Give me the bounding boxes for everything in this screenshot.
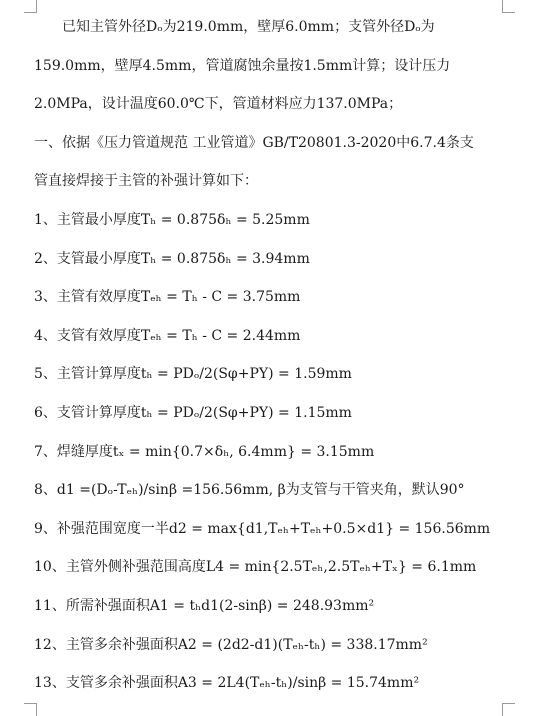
paragraph-line: 2.0MPa，设计温度60.0℃下，管道材料应力137.0MPa； xyxy=(34,96,403,113)
calc-item-1: 1、主管最小厚度Tₕ = 0.875δₕ = 5.25mm xyxy=(34,211,310,228)
calc-item-3: 3、主管有效厚度Tₑₕ = Tₕ - C = 3.75mm xyxy=(34,289,301,306)
calc-item-13: 13、支管多余补强面积A3 = 2L4(Tₑₕ-tₕ)/sinβ = 15.74mm² xyxy=(34,675,420,692)
calc-item-6: 6、支管计算厚度tₕ = PDₒ/2(Sφ+PY) = 1.15mm xyxy=(34,404,352,421)
calc-item-12: 12、主管多余补强面积A2 = (2d2-d1)(Tₑₕ-tₕ) = 338.17mm² xyxy=(34,636,428,653)
calc-item-8: 8、d1 =(Dₒ-Tₑₕ)/sinβ =156.56mm, β为支管与干管夹角，默认90° xyxy=(34,482,465,499)
calc-item-11: 11、所需补强面积A1 = tₕd1(2-sinβ) = 248.93mm² xyxy=(34,597,375,614)
calc-item-2: 2、支管最小厚度Tₕ = 0.875δₕ = 3.94mm xyxy=(34,250,310,267)
calc-item-9: 9、补强范围宽度一半d2 = max{d1,Tₑₕ+Tₑₕ+0.5×d1} = 156.56mm xyxy=(34,520,491,537)
paragraph-line: 159.0mm，壁厚4.5mm，管道腐蚀余量按1.5mm计算；设计压力 xyxy=(34,57,451,74)
page-corner-mark-bottom-right xyxy=(502,703,515,716)
calc-item-4: 4、支管有效厚度Tₑₕ = Tₕ - C = 2.44mm xyxy=(34,327,301,344)
calc-item-10: 10、主管外侧补强范围高度L4 = min{2.5Tₑₕ,2.5Tₑₕ+Tₓ} = 6.1mm xyxy=(34,559,477,576)
section-heading-line: 管直接焊接于主管的补强计算如下： xyxy=(34,173,258,190)
calc-item-7: 7、焊缝厚度tₓ = min{0.7×δₕ, 6.4mm} = 3.15mm xyxy=(34,443,375,460)
calc-item-5: 5、主管计算厚度tₕ = PDₒ/2(Sφ+PY) = 1.59mm xyxy=(34,366,352,383)
page-corner-mark-bottom-left xyxy=(24,703,37,716)
document-body xyxy=(34,8,506,703)
section-heading-line: 一、依据《压力管道规范 工业管道》GB/T20801.3-2020中6.7.4条支 xyxy=(34,134,474,151)
paragraph-line: 已知主管外径Dₒ为219.0mm，壁厚6.0mm；支管外径Dₒ为 xyxy=(62,19,435,35)
